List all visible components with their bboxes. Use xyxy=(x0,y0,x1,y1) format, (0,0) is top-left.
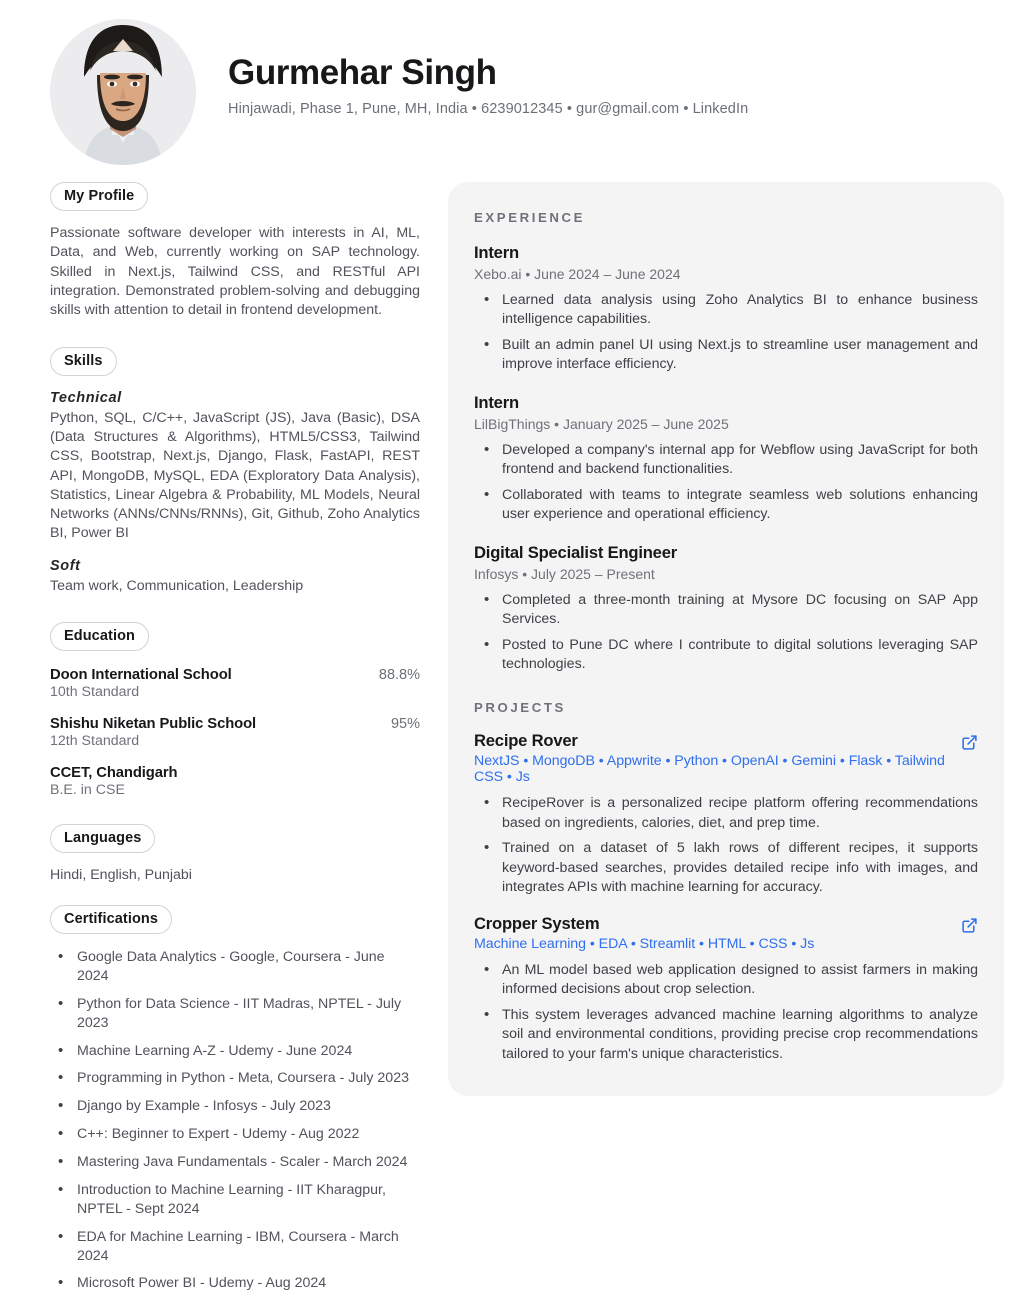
badge-languages: Languages xyxy=(50,824,155,853)
list-item: • Collaborated with teams to integrate seamless web solutions enhancing user experience and operational efficiency. xyxy=(474,486,978,525)
main-panel xyxy=(448,182,1004,1096)
list-item: • Mastering Java Fundamentals - Scaler - March 2024 xyxy=(50,1153,420,1172)
education-section xyxy=(50,622,420,798)
list-item: • RecipeRover is a personalized recipe platform offering recommendations based on ingredients, calories, diet, and prep time. xyxy=(474,794,978,833)
experience-section-title: EXPERIENCE xyxy=(474,210,586,225)
languages-text: Hindi, English, Punjabi xyxy=(50,867,192,884)
certifications-section xyxy=(50,905,420,1293)
project-bullets xyxy=(474,961,978,1064)
job-meta: LilBigThings • January 2025 – June 2025 xyxy=(474,415,729,432)
list-item: • Trained on a dataset of 5 lakh rows of different recipes, it supports keyword-based searches, provides detailed recipe info with images, and integrates APIs with machine learning for accuracy. xyxy=(474,839,978,897)
list-item: • Python for Data Science - IIT Madras, NPTEL - July 2023 xyxy=(50,995,420,1033)
project-title: Recipe Rover xyxy=(474,731,578,751)
project-item xyxy=(474,731,978,897)
badge-certifications: Certifications xyxy=(50,905,172,934)
education-score: 95% xyxy=(390,716,420,733)
badge-education: Education xyxy=(50,622,149,651)
profile-section xyxy=(50,182,420,321)
job-title: Intern xyxy=(474,392,519,412)
education-school: Doon International School xyxy=(50,667,232,684)
list-item: • Completed a three-month training at Mysore DC focusing on SAP App Services. xyxy=(474,591,978,630)
resume-header xyxy=(0,0,1023,172)
job-title: Intern xyxy=(474,243,519,262)
job-bullets xyxy=(474,291,978,375)
experience-item xyxy=(474,243,978,375)
content-columns xyxy=(0,172,1023,1302)
projects-section-title: PROJECTS xyxy=(474,700,566,716)
list-item: • Microsoft Power BI - Udemy - Aug 2024 xyxy=(50,1274,420,1293)
job-meta: Xebo.ai • June 2024 – June 2024 xyxy=(474,266,681,282)
list-item: • Programming in Python - Meta, Coursera - July 2023 xyxy=(50,1069,420,1088)
education-detail: 10th Standard xyxy=(50,684,140,701)
education-school: CCET, Chandigarh xyxy=(50,765,178,782)
education-item xyxy=(50,716,420,749)
project-bullets xyxy=(474,794,978,897)
list-item: • Developed a company's internal app for Webflow using JavaScript for both frontend and backend functionalities. xyxy=(474,441,978,480)
badge-my-profile: My Profile xyxy=(50,182,148,211)
list-item: • Posted to Pune DC where I contribute to digital solutions leveraging SAP technologies. xyxy=(474,636,978,675)
list-item: • Built an admin panel UI using Next.js to streamline user management and improve interface efficiency. xyxy=(474,336,978,375)
project-title: Cropper System xyxy=(474,913,600,933)
list-item: • Machine Learning A-Z - Udemy - June 2024 xyxy=(50,1042,420,1061)
education-detail: B.E. in CSE xyxy=(50,782,125,799)
badge-skills: Skills xyxy=(50,347,117,376)
header-text-block xyxy=(228,53,748,131)
project-tech-stack[interactable]: Machine Learning • EDA • Streamlit • HTML • CSS • Js xyxy=(474,935,815,952)
skills-soft-label: Soft xyxy=(50,557,81,574)
project-tech-stack[interactable]: NextJS • MongoDB • Appwrite • Python • OpenAI • Gemini • Flask • Tailwind CSS • Js xyxy=(474,753,945,786)
education-score: 88.8% xyxy=(378,667,420,684)
projects-section xyxy=(474,700,978,1064)
skills-soft-text: Team work, Communication, Leadership xyxy=(50,577,304,594)
profile-summary: Passionate software developer with interests in AI, ML, Data, and Web, currently working on SAP technology. Skilled in Next.js, Tailwind CSS, and RESTful API integration. Demonstrated problem-solving and debugging skills with attention to detail in frontend development. xyxy=(50,225,420,319)
list-item: • Learned data analysis using Zoho Analytics BI to enhance business intelligence capabilities. xyxy=(474,291,978,330)
skills-technical-label: Technical xyxy=(50,389,122,406)
avatar xyxy=(50,19,196,165)
contact-line: Hinjawadi, Phase 1, Pune, MH, India • 6239012345 • gur@gmail.com • LinkedIn xyxy=(228,101,749,118)
page-title: Gurmehar Singh xyxy=(228,52,497,92)
education-item xyxy=(50,765,420,798)
languages-section xyxy=(50,824,420,883)
education-school: Shishu Niketan Public School xyxy=(50,716,257,733)
list-item: • An ML model based web application designed to assist farmers in making informed decisions about crop selection. xyxy=(474,961,978,1000)
list-item: • This system leverages advanced machine learning algorithms to analyze soil and environmental conditions, providing precise crop recommendations tailored to your farm's unique characteristics. xyxy=(474,1006,978,1064)
skills-section xyxy=(50,347,420,597)
experience-item xyxy=(474,543,978,675)
job-bullets xyxy=(474,591,978,675)
list-item: • EDA for Machine Learning - IBM, Coursera - March 2024 xyxy=(50,1228,420,1266)
experience-item xyxy=(474,393,978,525)
skills-technical-text: Python, SQL, C/C++, JavaScript (JS), Java (Basic), DSA (Data Structures & Algorithms), HTML5/CSS3, Tailwind CSS, Bootstrap, Next.js, Django, Flask, FastAPI, REST API, MongoDB, MySQL, EDA (Exploratory Data Analysis), Statistics, Linear Algebra & Probability, ML Models, Neural Networks (ANNs/CNNs/RNNs), Git, Github, Zoho Analytics BI, Power BI xyxy=(50,409,420,542)
list-item: • Google Data Analytics - Google, Coursera - June 2024 xyxy=(50,948,420,986)
external-link-icon[interactable] xyxy=(961,734,978,751)
list-item: • Django by Example - Infosys - July 2023 xyxy=(50,1097,420,1116)
education-detail: 12th Standard xyxy=(50,733,140,750)
project-item xyxy=(474,914,978,1064)
certifications-list xyxy=(50,948,420,1293)
job-meta: Infosys • July 2025 – Present xyxy=(474,565,655,582)
sidebar-column xyxy=(50,182,420,1302)
job-title: Digital Specialist Engineer xyxy=(474,542,678,562)
job-bullets xyxy=(474,441,978,525)
list-item: • C++: Beginner to Expert - Udemy - Aug 2022 xyxy=(50,1125,420,1144)
profile-photo-icon xyxy=(50,19,196,165)
list-item: • Introduction to Machine Learning - IIT Kharagpur, NPTEL - Sept 2024 xyxy=(50,1181,420,1219)
external-link-icon[interactable] xyxy=(961,917,978,934)
education-item xyxy=(50,667,420,700)
